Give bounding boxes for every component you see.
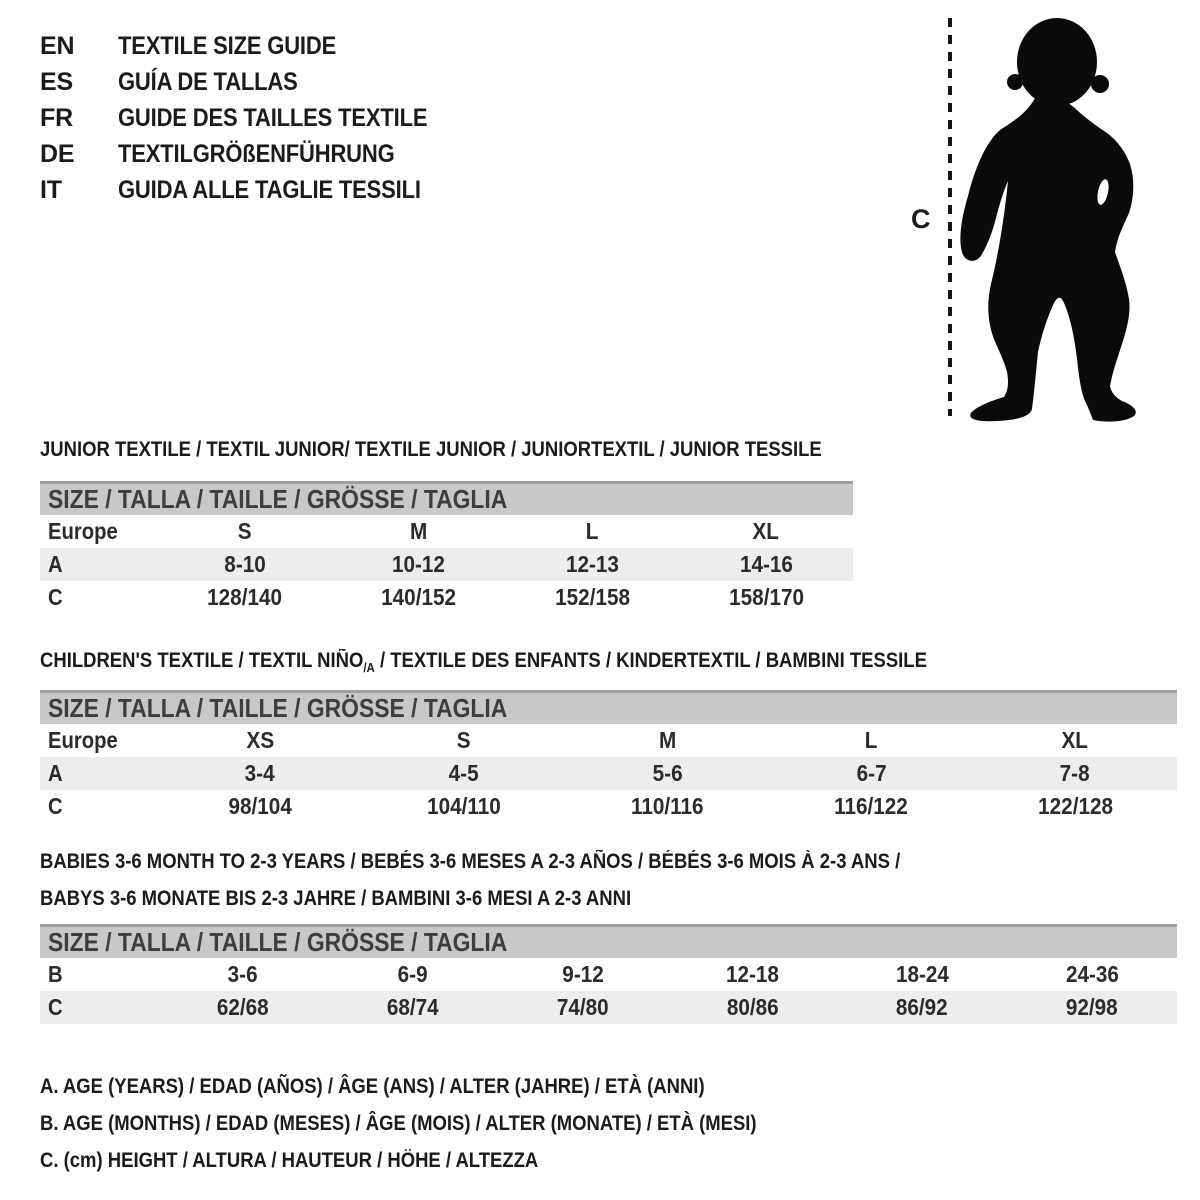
- size-cell: [506, 548, 680, 581]
- table-row: [40, 581, 853, 614]
- size-cell: [1007, 991, 1177, 1024]
- lang-code: EN: [40, 32, 75, 60]
- section-title-text: BABYS 3-6 MONATE BIS 2-3 JAHRE / BAMBINI 3-6 MESI A 2-3 ANNI: [40, 887, 632, 910]
- lang-row-it: [40, 172, 470, 208]
- size-cell: [973, 790, 1177, 823]
- size-table: [40, 481, 853, 614]
- row-label: [40, 724, 158, 757]
- legend-text: C. (cm) HEIGHT / ALTURA / HAUTEUR / HÖHE / ALTEZZA: [40, 1149, 539, 1172]
- legend-line-c: [40, 1142, 854, 1179]
- size-cell-text: 24-36: [1065, 961, 1119, 987]
- size-cell-text: 18-24: [895, 961, 949, 987]
- size-cell-text: 74/80: [556, 994, 609, 1020]
- language-list: [40, 28, 470, 208]
- size-cell-text: XS: [246, 727, 274, 753]
- legend-line-a: [40, 1068, 854, 1105]
- size-cell-text: 122/128: [1037, 793, 1113, 819]
- size-cell: [667, 991, 837, 1024]
- section-title-text: BABIES 3-6 MONTH TO 2-3 YEARS / BEBÉS 3-6 MESES A 2-3 AÑOS / BÉBÉS 3-6 MOIS À 2-3 ANS /: [40, 850, 901, 873]
- section-title-text: CHILDREN'S TEXTILE / TEXTIL $NIÑO_{/A}$ / TEXTILE DES ENFANTS / KINDERTEXTIL / BAMBINI TESSILE: [40, 649, 927, 676]
- size-cell-text: 92/98: [1066, 994, 1118, 1020]
- size-cell-text: 62/68: [217, 994, 269, 1020]
- size-cell: [158, 548, 332, 581]
- table-row: [40, 548, 853, 581]
- size-cell-text: 9-12: [561, 961, 604, 987]
- toddler-silhouette-svg: [905, 0, 1195, 428]
- lang-row-es: [40, 64, 470, 100]
- section-title-line: [40, 882, 1177, 919]
- table-header-text: SIZE / TALLA / TAILLE / GRÖSSE / TAGLIA: [48, 927, 508, 957]
- size-cell: [328, 991, 498, 1024]
- row-label-text: C: [48, 793, 63, 819]
- size-cell: [679, 581, 853, 614]
- lang-row-fr: [40, 100, 470, 136]
- table-header-bar: [40, 924, 1177, 958]
- size-cell: [362, 724, 566, 757]
- lang-title: TEXTILGRÖßENFÜHRUNG: [118, 140, 395, 168]
- size-cell: [158, 515, 332, 548]
- size-cell-text: 4-5: [448, 760, 479, 786]
- size-table: [40, 924, 1177, 1024]
- size-cell-text: 158/170: [728, 584, 804, 610]
- table-header-text: SIZE / TALLA / TAILLE / GRÖSSE / TAGLIA: [48, 484, 508, 514]
- size-table: [40, 690, 1177, 823]
- height-figure: [905, 0, 1195, 428]
- size-cell-text: 14-16: [739, 551, 793, 577]
- size-cell: [498, 991, 668, 1024]
- size-cell: [332, 581, 506, 614]
- size-cell-text: 6-9: [397, 961, 428, 987]
- size-cell: [679, 515, 853, 548]
- size-cell: [158, 991, 328, 1024]
- size-cell: [769, 724, 973, 757]
- size-cell-text: 8-10: [224, 551, 266, 577]
- size-cell-text: 86/92: [896, 994, 949, 1020]
- size-cell: [332, 515, 506, 548]
- size-cell: [566, 757, 770, 790]
- size-cell: [328, 958, 498, 991]
- size-cell: [158, 790, 362, 823]
- section-babies: [40, 845, 1177, 1020]
- measure-legend: [40, 1068, 854, 1179]
- size-cell: [837, 991, 1007, 1024]
- table-header-bar: [40, 690, 1177, 724]
- size-cell-text: 116/122: [834, 793, 909, 819]
- size-cell: [837, 958, 1007, 991]
- lang-code: IT: [40, 176, 62, 204]
- size-cell: [769, 757, 973, 790]
- size-cell: [332, 548, 506, 581]
- size-cell-text: XL: [1061, 727, 1089, 753]
- table-row: [40, 724, 1177, 757]
- size-cell-text: S: [237, 518, 252, 544]
- lang-code: DE: [40, 140, 75, 168]
- size-cell-text: 3-4: [244, 760, 275, 786]
- size-cell: [667, 958, 837, 991]
- toddler-silhouette-icon: [960, 18, 1135, 422]
- table-row: [40, 515, 853, 548]
- section-title: [40, 644, 1177, 681]
- size-cell: [158, 724, 362, 757]
- size-cell: [158, 581, 332, 614]
- lang-row-en: [40, 28, 470, 64]
- size-cell-text: 104/110: [426, 793, 501, 819]
- size-cell-text: 7-8: [1060, 760, 1091, 786]
- size-cell-text: 140/152: [381, 584, 457, 610]
- row-label-text: C: [48, 584, 63, 610]
- section-title-line: [40, 433, 853, 470]
- size-cell: [566, 790, 770, 823]
- size-cell-text: 12-18: [725, 961, 779, 987]
- table-header-bar: [40, 481, 853, 515]
- table-row: [40, 790, 1177, 823]
- size-cell-text: L: [586, 518, 599, 544]
- size-cell-text: 6-7: [856, 760, 887, 786]
- lang-code: ES: [40, 68, 73, 96]
- size-cell-text: XL: [752, 518, 780, 544]
- size-cell: [506, 515, 680, 548]
- legend-text: A. AGE (YEARS) / EDAD (AÑOS) / ÂGE (ANS) / ALTER (JAHRE) / ETÀ (ANNI): [40, 1075, 705, 1098]
- section-title-line: [40, 845, 1177, 882]
- legend-line-b: [40, 1105, 854, 1142]
- size-cell-text: L: [864, 727, 878, 753]
- row-label: [40, 958, 158, 991]
- size-cell: [1007, 958, 1177, 991]
- size-cell: [506, 581, 680, 614]
- row-label: [40, 991, 158, 1024]
- row-label: [40, 790, 158, 823]
- table-row: [40, 991, 1177, 1024]
- lang-row-de: [40, 136, 470, 172]
- row-label-text: Europe: [48, 518, 118, 544]
- size-cell: [973, 757, 1177, 790]
- row-label: [40, 757, 158, 790]
- section-title: [40, 433, 853, 470]
- size-cell-text: 3-6: [227, 961, 258, 987]
- size-cell-text: 98/104: [228, 793, 292, 819]
- lang-title: GUIDE DES TAILLES TEXTILE: [118, 104, 428, 132]
- section-title: [40, 845, 1177, 919]
- section-children: [40, 644, 1177, 819]
- size-cell: [158, 958, 328, 991]
- lang-title: GUÍA DE TALLAS: [118, 68, 298, 96]
- size-cell-text: 5-6: [652, 760, 683, 786]
- lang-title: TEXTILE SIZE GUIDE: [118, 32, 337, 60]
- row-label: [40, 581, 158, 614]
- legend-text: B. AGE (MONTHS) / EDAD (MESES) / ÂGE (MOIS) / ALTER (MONATE) / ETÀ (MESI): [40, 1112, 757, 1135]
- table-header-text: SIZE / TALLA / TAILLE / GRÖSSE / TAGLIA: [48, 693, 508, 723]
- size-cell: [362, 757, 566, 790]
- size-cell-text: 10-12: [392, 551, 446, 577]
- row-label: [40, 515, 158, 548]
- size-cell: [158, 757, 362, 790]
- size-cell: [362, 790, 566, 823]
- size-cell-text: S: [456, 727, 471, 753]
- table-row: [40, 958, 1177, 991]
- section-title-text: JUNIOR TEXTILE / TEXTIL JUNIOR/ TEXTILE JUNIOR / JUNIORTEXTIL / JUNIOR TESSILE: [40, 438, 822, 461]
- row-label-text: A: [48, 760, 63, 786]
- row-label-text: C: [48, 994, 63, 1020]
- size-cell-text: 110/116: [631, 793, 704, 819]
- row-label-text: B: [48, 961, 63, 987]
- size-cell-text: M: [409, 518, 428, 544]
- row-label: [40, 548, 158, 581]
- size-cell: [566, 724, 770, 757]
- size-cell: [769, 790, 973, 823]
- lang-title: GUIDA ALLE TAGLIE TESSILI: [118, 176, 421, 204]
- row-label-text: A: [48, 551, 63, 577]
- lang-code: FR: [40, 104, 73, 132]
- size-cell: [679, 548, 853, 581]
- size-cell-text: 152/158: [554, 584, 630, 610]
- size-cell-text: 12-13: [565, 551, 619, 577]
- size-cell: [498, 958, 668, 991]
- table-row: [40, 757, 1177, 790]
- size-cell: [973, 724, 1177, 757]
- size-cell-text: 80/86: [726, 994, 779, 1020]
- measure-label-c: C: [911, 204, 931, 234]
- row-label-text: Europe: [48, 727, 118, 753]
- size-cell-text: 68/74: [386, 994, 439, 1020]
- section-junior: [40, 433, 853, 610]
- size-cell-text: 128/140: [207, 584, 283, 610]
- section-title-line: [40, 644, 1177, 681]
- size-cell-text: M: [658, 727, 677, 753]
